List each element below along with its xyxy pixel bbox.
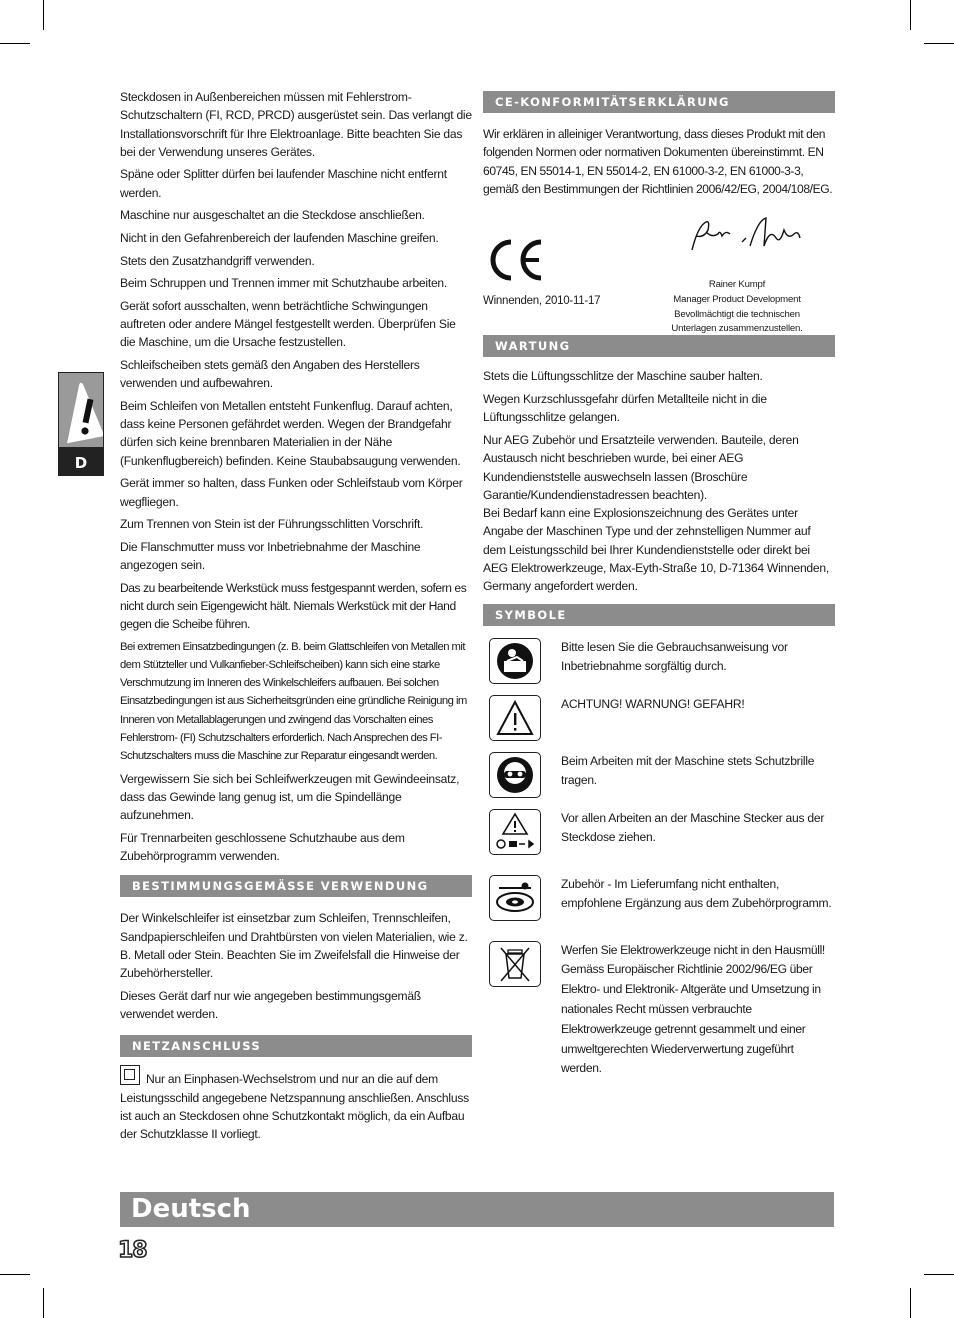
safety-goggles-icon (489, 752, 541, 798)
warning-triangle-icon (489, 695, 541, 741)
safety-paragraph: Steckdosen in Außenbereichen müssen mit Fehlerstrom-Schutzschaltern (FI, RCD, PRCD) ausgerüstet sein. Das verlangt die Installationsvorschrift für Ihre Elektroanlage. Bitte beachten Sie das bei der Verwendung unseres Gerätes. (120, 90, 472, 159)
crop-mark (910, 1288, 911, 1318)
safety-paragraph: Vergewissern Sie sich bei Schleifwerkzeugen mit Gewindeeinsatz, dass das Gewinde lang genug ist, um die Spindellänge aufzunehmen. (120, 771, 460, 823)
symbol-row (483, 875, 835, 941)
section-heading-maintenance: WARTUNG (483, 335, 835, 357)
mains-paragraph (120, 1065, 472, 1143)
accessory-icon (489, 875, 541, 921)
crop-mark (43, 0, 44, 30)
symbol-row (483, 752, 835, 809)
symbol-text: Bitte lesen Sie die Gebrauchsanweisung vor Inbetriebnahme sorgfältig durch. (561, 639, 788, 674)
page-number: 18 (118, 1238, 147, 1263)
unplug-icon (489, 809, 541, 855)
maintenance-paragraph: Bei Bedarf kann eine Explosionszeichnung des Gerätes unter Angabe der Maschinen Type und der zehnstelligen Nummer auf dem Leistungsschild bei Ihrer Kundendienststelle oder direkt bei AEG Elektrowerkzeuge, Max-Eyth-Straße 10, D-71364 Winnenden, Germany angefordert werden. (483, 506, 829, 594)
symbol-text: Zubehör - Im Lieferumfang nicht enthalten, empfohlene Ergänzung aus dem Zubehörprogramm. (561, 876, 832, 911)
signature-image (688, 216, 803, 256)
crop-mark (910, 0, 911, 30)
ce-mark-icon (487, 238, 547, 282)
section-heading-ce: CE-KONFORMITÄTSERKLÄRUNG (483, 91, 835, 113)
symbol-text: Werfen Sie Elektrowerkzeuge nicht in den Hausmüll! Gemäss Europäischer Richtlinie 2002/96/EG über Elektro- und Elektronik- Altgeräte und Umsetzung in nationales Recht müssen verbrauchte Elektrowerkzeuge getrennt gesammelt und einer umweltgerechten Wiederverwertung zugeführt werden. (561, 942, 825, 1076)
usage-paragraph: Der Winkelschleifer ist einsetzbar zum Schleifen, Trennschleifen, Sandpapierschleifen und Drahtbürsten von vielen Materialien, wie z. B. Metall oder Stein. Beachten Sie im Zweifelsfall die Hinweise der Zubehörhersteller. (120, 911, 468, 981)
section-heading-usage: BESTIMMUNGSGEMÄSSE VERWENDUNG (120, 875, 472, 897)
crop-mark (0, 43, 30, 44)
side-tab-letter: D (74, 454, 88, 472)
signer-name: Rainer Kumpf (708, 279, 766, 291)
warning-triangle-icon (59, 373, 103, 447)
symbol-text: Vor allen Arbeiten an der Maschine Stecker aus der Steckdose ziehen. (561, 810, 825, 845)
symbol-row (483, 638, 835, 695)
left-column (120, 88, 472, 1148)
safety-paragraph: Beim Schruppen und Trennen immer mit Schutzhaube arbeiten. (120, 276, 448, 291)
safety-paragraph: Gerät immer so halten, dass Funken oder Schleifstaub vom Körper wegfliegen. (120, 476, 463, 509)
ce-signature-block (483, 202, 835, 335)
warning-tab-background (59, 373, 103, 447)
section-heading-mains: NETZANSCHLUSS (120, 1035, 472, 1057)
safety-paragraph: Bei extremen Einsatzbedingungen (z. B. beim Glattschleifen von Metallen mit dem Stützteller und Vulkanfieber-Schleifscheiben) kann sich eine starke Verschmutzung im Inneren des Winkelschleifers aufbauen. Bei solchen Einsatzbedingungen ist aus Sicherheitsgründen eine gründliche Reinigung im Inneren von Metallablagerungen und zwingend das Vorschalten eines Fehlerstrom- (FI) Schutzschalters erforderlich. Nach Ansprechen des FI-Schutzschalters muss die Maschine zur Reparatur eingesandt werden. (120, 640, 467, 763)
safety-paragraph: Die Flanschmutter muss vor Inbetriebnahme der Maschine angezogen sein. (120, 539, 421, 573)
place-date: Winnenden, 2010-11-17 (483, 295, 601, 308)
crop-mark (43, 1288, 44, 1318)
safety-paragraph: Maschine nur ausgeschaltet an die Steckdose anschließen. (120, 208, 425, 223)
footer-language-bar (120, 1192, 834, 1227)
safety-paragraph: Zum Trennen von Stein ist der Führungsschlitten Vorschrift. (120, 517, 424, 532)
maintenance-paragraph: Nur AEG Zubehör und Ersatzteile verwenden. Bauteile, deren Austausch nicht beschrieben wurde, bei einer AEG Kundendienststelle auswechseln lassen (Broschüre Garantie/Kundendienstadressen beachten). (483, 432, 799, 502)
maintenance-paragraph: Stets die Lüftungsschlitze der Maschine sauber halten. (483, 369, 763, 384)
safety-paragraph: Für Trennarbeiten geschlossene Schutzhaube aus dem Zubehörprogramm verwenden. (120, 830, 405, 864)
signer-note: Bevollmächtigt die technischen Unterlagen zusammenzustellen. (671, 308, 803, 335)
mains-text: Nur an Einphasen-Wechselstrom und nur an die auf dem Leistungsschild angegebene Netzspannung anschließen. Anschluss ist auch an Steckdosen ohne Schutzkontakt möglich, da ein Aufbau der Schutzklasse II vorliegt. (120, 1072, 469, 1142)
weee-bin-icon (489, 941, 541, 987)
right-column (483, 91, 835, 1079)
safety-paragraph: Beim Schleifen von Metallen entsteht Funkenflug. Darauf achten, dass keine Personen gefährdet werden. Wegen der Brandgefahr dürfen sich keine brennbaren Materialien in der Nähe (Funkenflugbereich) befinden. Keine Staubabsaugung verwenden. (120, 398, 461, 468)
symbol-row (483, 809, 835, 875)
ce-paragraph: Wir erklären in alleiniger Verantwortung, dass dieses Produkt mit den folgenden Normen oder normativen Dokumenten übereinstimmt. EN 60745, EN 55014-1, EN 55014-2, EN 61000-3-2, EN 61000-3-3, gemäß den Bestimmungen der Richtlinien 2006/42/EG, 2004/108/EG. (483, 127, 833, 196)
crop-mark (924, 43, 954, 44)
safety-paragraph: Stets den Zusatzhandgriff verwenden. (120, 253, 315, 268)
symbol-text: Beim Arbeiten mit der Maschine stets Schutzbrille tragen. (561, 753, 815, 788)
signer-title: Manager Product Development (673, 294, 801, 306)
crop-mark (924, 1274, 954, 1275)
signer-block (643, 278, 831, 336)
safety-paragraph: Das zu bearbeitende Werkstück muss festgespannt werden, sofern es nicht durch sein Eigengewicht hält. Niemals Werkstück mit der Hand gegen die Scheibe führen. (120, 580, 467, 632)
crop-mark (0, 1274, 30, 1275)
safety-paragraph: Gerät sofort ausschalten, wenn beträchtliche Schwingungen auftreten oder andere Mängel festgestellt werden. Überprüfen Sie die Maschine, um die Ursache festzustellen. (120, 298, 456, 350)
symbol-text: ACHTUNG! WARNUNG! GEFAHR! (561, 696, 745, 711)
safety-paragraph: Späne oder Splitter dürfen bei laufender Maschine nicht entfernt werden. (120, 167, 447, 200)
usage-paragraph: Dieses Gerät darf nur wie angegeben bestimmungsgemäß verwendet werden. (120, 988, 421, 1022)
symbol-row (483, 941, 835, 1080)
protection-class-ii-icon (120, 1065, 140, 1085)
safety-paragraph: Schleifscheiben stets gemäß den Angaben des Herstellers verwenden und aufbewahren. (120, 357, 420, 391)
section-heading-symbols: SYMBOLE (483, 604, 835, 626)
footer-language-label: Deutsch (131, 1194, 251, 1224)
read-manual-icon (489, 638, 541, 684)
safety-paragraph: Nicht in den Gefahrenbereich der laufenden Maschine greifen. (120, 230, 439, 245)
symbol-row (483, 695, 835, 752)
maintenance-paragraph: Wegen Kurzschlussgefahr dürfen Metallteile nicht in die Lüftungsschlitze gelangen. (483, 392, 767, 425)
language-side-tab (58, 372, 104, 476)
